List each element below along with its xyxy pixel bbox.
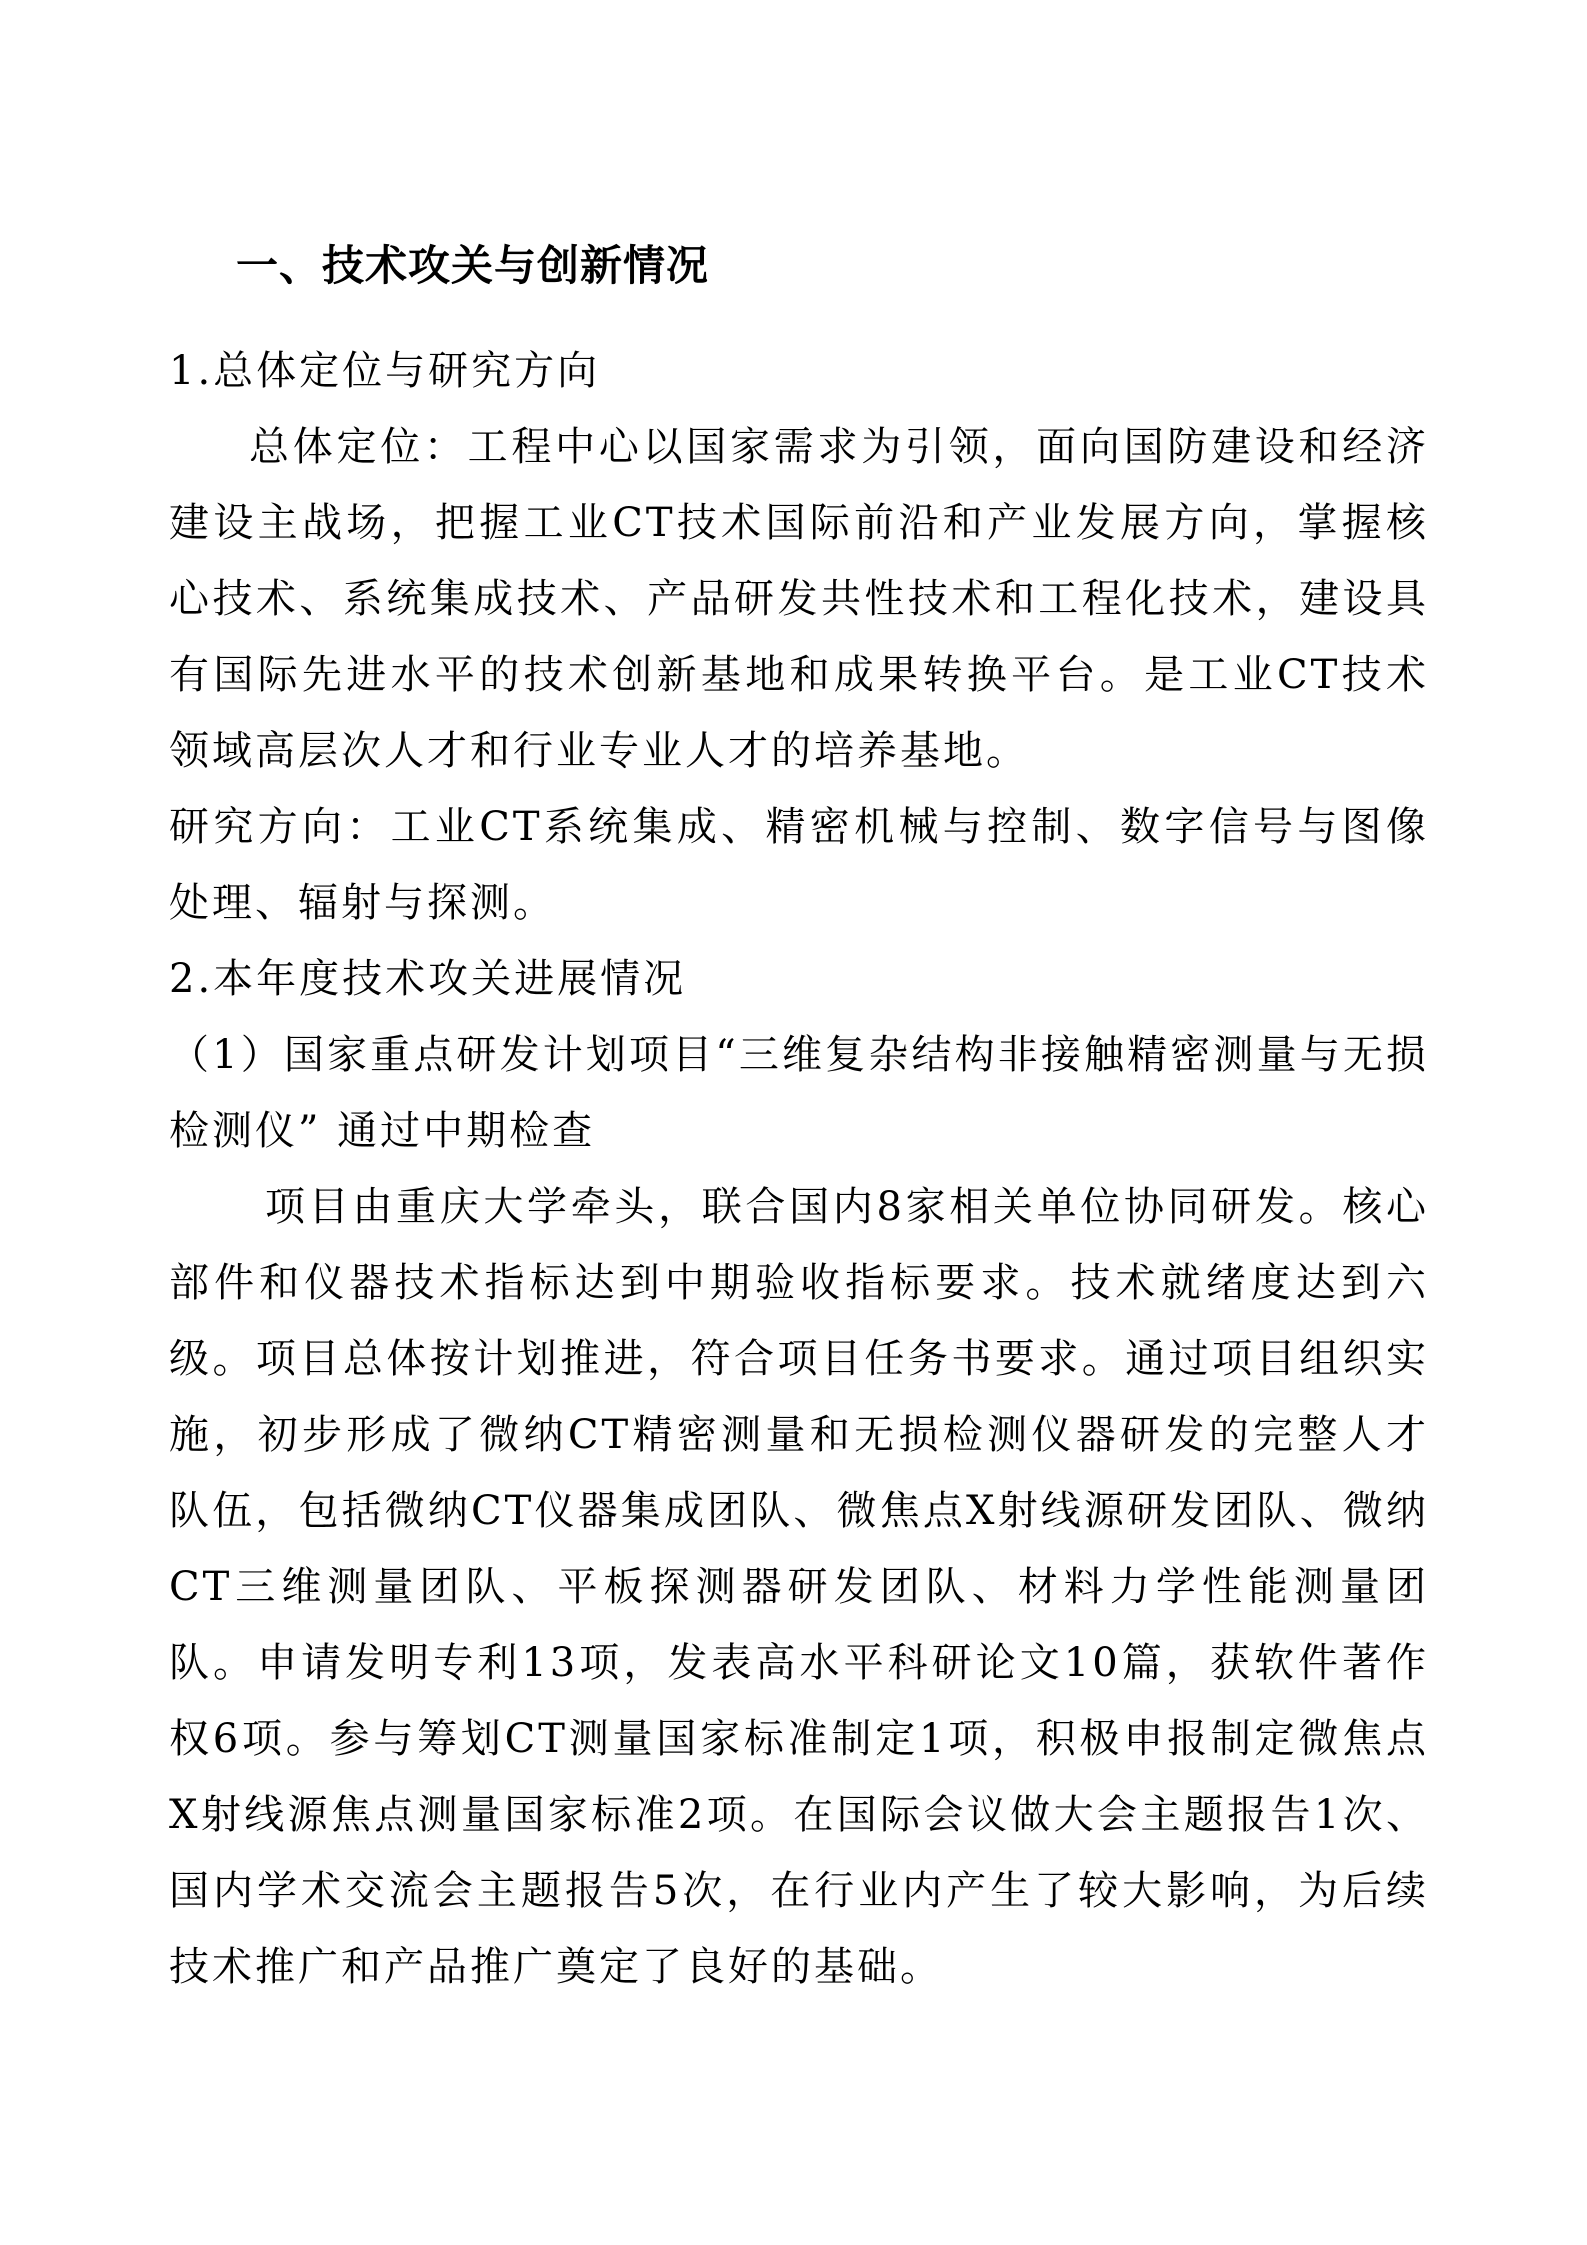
section-1-paragraph-research-direction: 研究方向：工业CT系统集成、精密机械与控制、数字信号与图像处理、辐射与探测。 [169, 804, 1429, 926]
main-heading: 一、技术攻关与创新情况 [236, 241, 710, 290]
section-2-title: 2.本年度技术攻关进展情况 [169, 956, 687, 1002]
section-2-subtitle: （1）国家重点研发计划项目“三维复杂结构非接触精密测量与无损检测仪” 通过中期检查 [169, 1032, 1429, 1154]
section-2-paragraph-project: 项目由重庆大学牵头，联合国内8家相关单位协同研发。核心部件和仪器技术指标达到中期验收指标要求。技术就绪度达到六级。项目总体按计划推进，符合项目任务书要求。通过项目组织实施，初步形成了微纳CT精密测量和无损检测仪器研发的完整人才队伍，包括微纳CT仪器集成团队、微焦点X射线源研发团队、微纳CT三维测量团队、平板探测器研发团队、材料力学性能测量团队。申请发明专利13项，发表高水平科研论文10篇，获软件著作权6项。参与筹划CT测量国家标准制定1项，积极申报制定微焦点X射线源焦点测量国家标准2项。在国际会议做大会主题报告1次、国内学术交流会主题报告5次，在行业内产生了较大影响，为后续技术推广和产品推广奠定了良好的基础。 [169, 1184, 1429, 1990]
section-1-title: 1.总体定位与研究方向 [169, 348, 601, 394]
section-1-paragraph-positioning: 总体定位：工程中心以国家需求为引领，面向国防建设和经济建设主战场，把握工业CT技术国际前沿和产业发展方向，掌握核心技术、系统集成技术、产品研发共性技术和工程化技术，建设具有国际先进水平的技术创新基地和成果转换平台。是工业CT技术领域高层次人才和行业专业人才的培养基地。 [169, 424, 1429, 774]
